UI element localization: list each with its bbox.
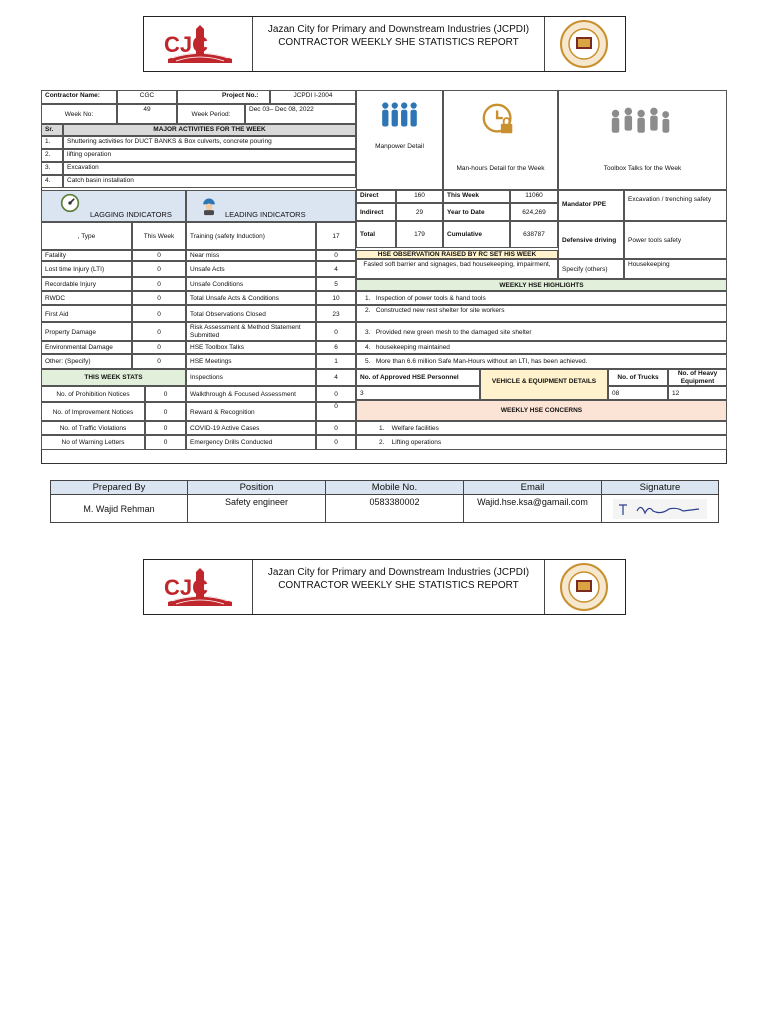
- gauge-icon: [60, 193, 80, 213]
- manhours-ytd-label: Year to Date: [443, 203, 510, 221]
- cjc-logo-icon: [162, 25, 238, 65]
- stat-label: No. of Prohibition Notices: [41, 386, 145, 402]
- leading-value: 10: [316, 291, 356, 305]
- manhours-cumulative-value: 638787: [510, 221, 558, 248]
- activity-text: lifting operation: [63, 149, 356, 162]
- concern-item: [356, 421, 727, 435]
- project-value: JCPDI I-2004: [270, 90, 356, 104]
- toolbox-topic-label: Defensive driving: [558, 221, 624, 259]
- concern-no: 2.: [379, 439, 385, 446]
- people-group-icon: [379, 99, 421, 131]
- activity-text: Catch basin installation: [63, 175, 356, 188]
- lagging-value: 0: [132, 305, 186, 322]
- company-logo-box: [144, 560, 253, 614]
- leading-label: Near miss: [186, 250, 316, 261]
- signoff-header-row: [51, 481, 719, 495]
- signature-cell: [602, 495, 719, 523]
- banner-title: [252, 23, 545, 49]
- stat-value: 0: [145, 421, 186, 435]
- highlight-text: More than 6.6 million Safe Man-Hours without an LTI, has been achieved.: [375, 358, 588, 365]
- banner-title: [252, 566, 545, 592]
- royal-commission-seal-icon: [559, 19, 609, 69]
- leading-value: 1: [316, 354, 356, 369]
- toolbox-title: Toolbox Talks for the Week: [603, 165, 682, 172]
- heavy-equipment-label: No. of Heavy Equipment: [668, 369, 727, 386]
- manhours-cumulative-label: Cumulative: [443, 221, 510, 248]
- leading-value: 5: [316, 277, 356, 291]
- leading-value: 6: [316, 341, 356, 354]
- leading-value: 0: [316, 250, 356, 261]
- activity-no: 2.: [41, 149, 63, 162]
- leading-label: Unsafe Conditions: [186, 277, 316, 291]
- lagging-value: 0: [132, 291, 186, 305]
- leading-label: Reward & Recognition: [186, 402, 316, 421]
- lagging-label: Environmental Damage: [41, 341, 132, 354]
- lagging-value: 0: [132, 341, 186, 354]
- highlight-no: 1.: [365, 295, 371, 302]
- stat-value: 0: [145, 402, 186, 421]
- concern-text: Lifting operations: [391, 439, 442, 446]
- cjc-logo-icon: [162, 568, 238, 608]
- lagging-label: Other: (Specify): [41, 354, 132, 369]
- lagging-value: 0: [132, 250, 186, 261]
- lagging-value: 0: [132, 322, 186, 341]
- lagging-value: 0: [132, 354, 186, 369]
- lagging-indicators-header: [41, 190, 186, 222]
- leading-value: 4: [316, 261, 356, 277]
- seal-box: [544, 17, 625, 71]
- signoff-header: Signature: [602, 481, 719, 495]
- signoff-header: Position: [188, 481, 326, 495]
- signoff-header: Prepared By: [51, 481, 188, 495]
- leading-label: Training (safety Induction): [186, 222, 316, 250]
- manhours-panel: [443, 90, 558, 190]
- svg-text:CJC: CJC: [164, 32, 209, 57]
- stat-label: No. of Improvement Notices: [41, 402, 145, 421]
- report-banner-bottom: [143, 559, 626, 615]
- contractor-value: CGC: [117, 90, 177, 104]
- leading-indicators-title: LEADING INDICATORS: [225, 210, 306, 219]
- heavy-equipment-value: 12: [668, 386, 727, 400]
- leading-value: 0: [316, 435, 356, 450]
- signoff-header: Email: [464, 481, 602, 495]
- lagging-label: RWDC: [41, 291, 132, 305]
- leading-value: 0: [316, 402, 356, 421]
- leading-value: 23: [316, 305, 356, 322]
- lagging-value: 0: [132, 277, 186, 291]
- toolbox-panel: [558, 90, 727, 190]
- meeting-crowd-icon: [607, 105, 671, 137]
- toolbox-topic-value: Power tools safety: [624, 221, 727, 259]
- mobile-value: 0583380002: [326, 495, 464, 523]
- manpower-direct-label: Direct: [356, 190, 396, 203]
- trucks-label: No. of Trucks: [608, 369, 668, 386]
- svg-text:CJC: CJC: [164, 575, 209, 600]
- activity-no: 4.: [41, 175, 63, 188]
- lagging-label: Fatality: [41, 250, 132, 261]
- week-period-label: Week Period:: [177, 104, 245, 124]
- highlights-title: WEEKLY HSE HIGHLIGHTS: [356, 279, 727, 291]
- leading-value: 0: [316, 386, 356, 402]
- highlight-item: [356, 291, 727, 305]
- prepared-by-value: M. Wajid Rehman: [51, 495, 188, 523]
- banner-title-line2: CONTRACTOR WEEKLY SHE STATISTICS REPORT: [278, 37, 519, 48]
- leading-value: 0: [316, 322, 356, 341]
- manhours-week-value: 11060: [510, 190, 558, 203]
- manhours-week-label: This Week: [443, 190, 510, 203]
- lagging-label: Recordable Injury: [41, 277, 132, 291]
- leading-value: 17: [316, 222, 356, 250]
- manpower-title: Manpower Detail: [375, 143, 424, 150]
- lagging-label: First Aid: [41, 305, 132, 322]
- position-value: Safety engineer: [188, 495, 326, 523]
- toolbox-topic-value: Housekeeping: [624, 259, 727, 279]
- week-no-value: 49: [117, 104, 177, 124]
- manpower-panel: [356, 90, 443, 190]
- royal-commission-seal-icon: [559, 562, 609, 612]
- highlight-text: Constructed new rest shelter for site workers: [375, 307, 505, 314]
- highlight-no: 4.: [365, 344, 371, 351]
- leading-label: HSE Meetings: [186, 354, 316, 369]
- hse-personnel-label: No. of Approved HSE Personnel: [356, 369, 480, 386]
- activity-text: Shuttering activities for DUCT BANKS & Box culverts, concrete pouring: [63, 136, 356, 149]
- leading-label: HSE Toolbox Talks: [186, 341, 316, 354]
- concern-text: Welfare facilities: [391, 425, 439, 432]
- stat-value: 0: [145, 386, 186, 402]
- leading-label: Total Unsafe Acts & Conditions: [186, 291, 316, 305]
- concern-item: [356, 435, 727, 450]
- signoff-value-row: [51, 495, 719, 523]
- concern-no: 1.: [379, 425, 385, 432]
- observation-text: Fasled soft barrier and signages, bad housekeeping, impairment,: [356, 259, 558, 279]
- lagging-value: 0: [132, 261, 186, 277]
- manpower-indirect-value: 29: [396, 203, 443, 221]
- trucks-value: 08: [608, 386, 668, 400]
- week-no-label: Week No:: [41, 104, 117, 124]
- activity-text: Excavation: [63, 162, 356, 175]
- banner-title-line2: CONTRACTOR WEEKLY SHE STATISTICS REPORT: [278, 580, 519, 591]
- highlight-item: [356, 354, 727, 369]
- leading-value: 0: [316, 421, 356, 435]
- highlight-no: 5.: [365, 358, 371, 365]
- manpower-total-value: 179: [396, 221, 443, 248]
- this-week-header: This Week: [132, 222, 186, 250]
- email-value: Wajid.hse.ksa@gamail.com: [464, 495, 602, 523]
- contractor-label: Contractor Name:: [41, 90, 117, 104]
- banner-title-line1: Jazan City for Primary and Downstream Industries (JCPDI): [267, 567, 530, 578]
- toolbox-topic-label: Mandator PPE: [558, 190, 624, 221]
- highlight-text: Provided new green mesh to the damaged site shelter: [375, 329, 532, 336]
- leading-label: COVID-19 Active Cases: [186, 421, 316, 435]
- lagging-indicators-title: LAGGING INDICATORS: [90, 210, 172, 219]
- highlight-item: [356, 341, 727, 354]
- activity-no: 1.: [41, 136, 63, 149]
- toolbox-topic-value: Excavation / trenching safety: [624, 190, 727, 221]
- highlight-no: 3.: [365, 329, 371, 336]
- leading-indicators-header: [186, 190, 356, 222]
- week-period-value: Dec 03– Dec 08, 2022: [245, 104, 356, 124]
- manpower-indirect-label: Indirect: [356, 203, 396, 221]
- leading-label: Risk Assessment & Method Statement Submitted: [186, 322, 316, 341]
- manhours-ytd-value: 624,269: [510, 203, 558, 221]
- signature-icon: [613, 499, 707, 519]
- activities-sr-header: Sr.: [41, 124, 63, 136]
- lagging-label: Property Damage: [41, 322, 132, 341]
- leading-value: 4: [316, 369, 356, 386]
- company-logo-box: [144, 17, 253, 71]
- leading-label: Walkthrough & Focused Assessment: [186, 386, 316, 402]
- hse-personnel-value: 3: [356, 386, 480, 400]
- worker-helmet-icon: [199, 195, 219, 217]
- clock-lock-icon: [480, 101, 518, 139]
- report-banner-top: [143, 16, 626, 72]
- vehicle-equipment-title: VEHICLE & EQUIPMENT DETAILS: [480, 369, 608, 400]
- highlight-item: [356, 305, 727, 322]
- leading-label: Emergency Drills Conducted: [186, 435, 316, 450]
- lagging-label: Lost time Injury (LTI): [41, 261, 132, 277]
- highlight-text: housekeeping maintained: [375, 344, 450, 351]
- type-header: , Type: [41, 222, 132, 250]
- activity-no: 3.: [41, 162, 63, 175]
- toolbox-topic-label: Specify (others): [558, 259, 624, 279]
- banner-title-line1: Jazan City for Primary and Downstream Industries (JCPDI): [267, 24, 530, 35]
- stat-label: No of Warning Letters: [41, 435, 145, 450]
- leading-label: Inspections: [186, 369, 316, 386]
- signoff-header: Mobile No.: [326, 481, 464, 495]
- manpower-total-label: Total: [356, 221, 396, 248]
- manhours-title: Man-hours Detail for the Week: [456, 165, 545, 172]
- project-label: Project No.:: [177, 90, 270, 104]
- highlight-no: 2.: [365, 307, 371, 314]
- leading-label: Total Observations Closed: [186, 305, 316, 322]
- activities-title: MAJOR ACTIVITIES FOR THE WEEK: [63, 124, 356, 136]
- signoff-table: [50, 480, 719, 523]
- stat-value: 0: [145, 435, 186, 450]
- highlight-text: Inspection of power tools & hand tools: [375, 295, 486, 302]
- observation-title: HSE OBSERVATION RAISED BY RC SET HIS WEEK: [356, 250, 558, 259]
- manpower-direct-value: 160: [396, 190, 443, 203]
- this-week-stats-title: THIS WEEK STATS: [41, 369, 186, 386]
- highlight-item: [356, 322, 727, 341]
- seal-box: [544, 560, 625, 614]
- stat-label: No. of Traffic Violations: [41, 421, 145, 435]
- concerns-title: WEEKLY HSE CONCERNS: [356, 400, 727, 421]
- leading-label: Unsafe Acts: [186, 261, 316, 277]
